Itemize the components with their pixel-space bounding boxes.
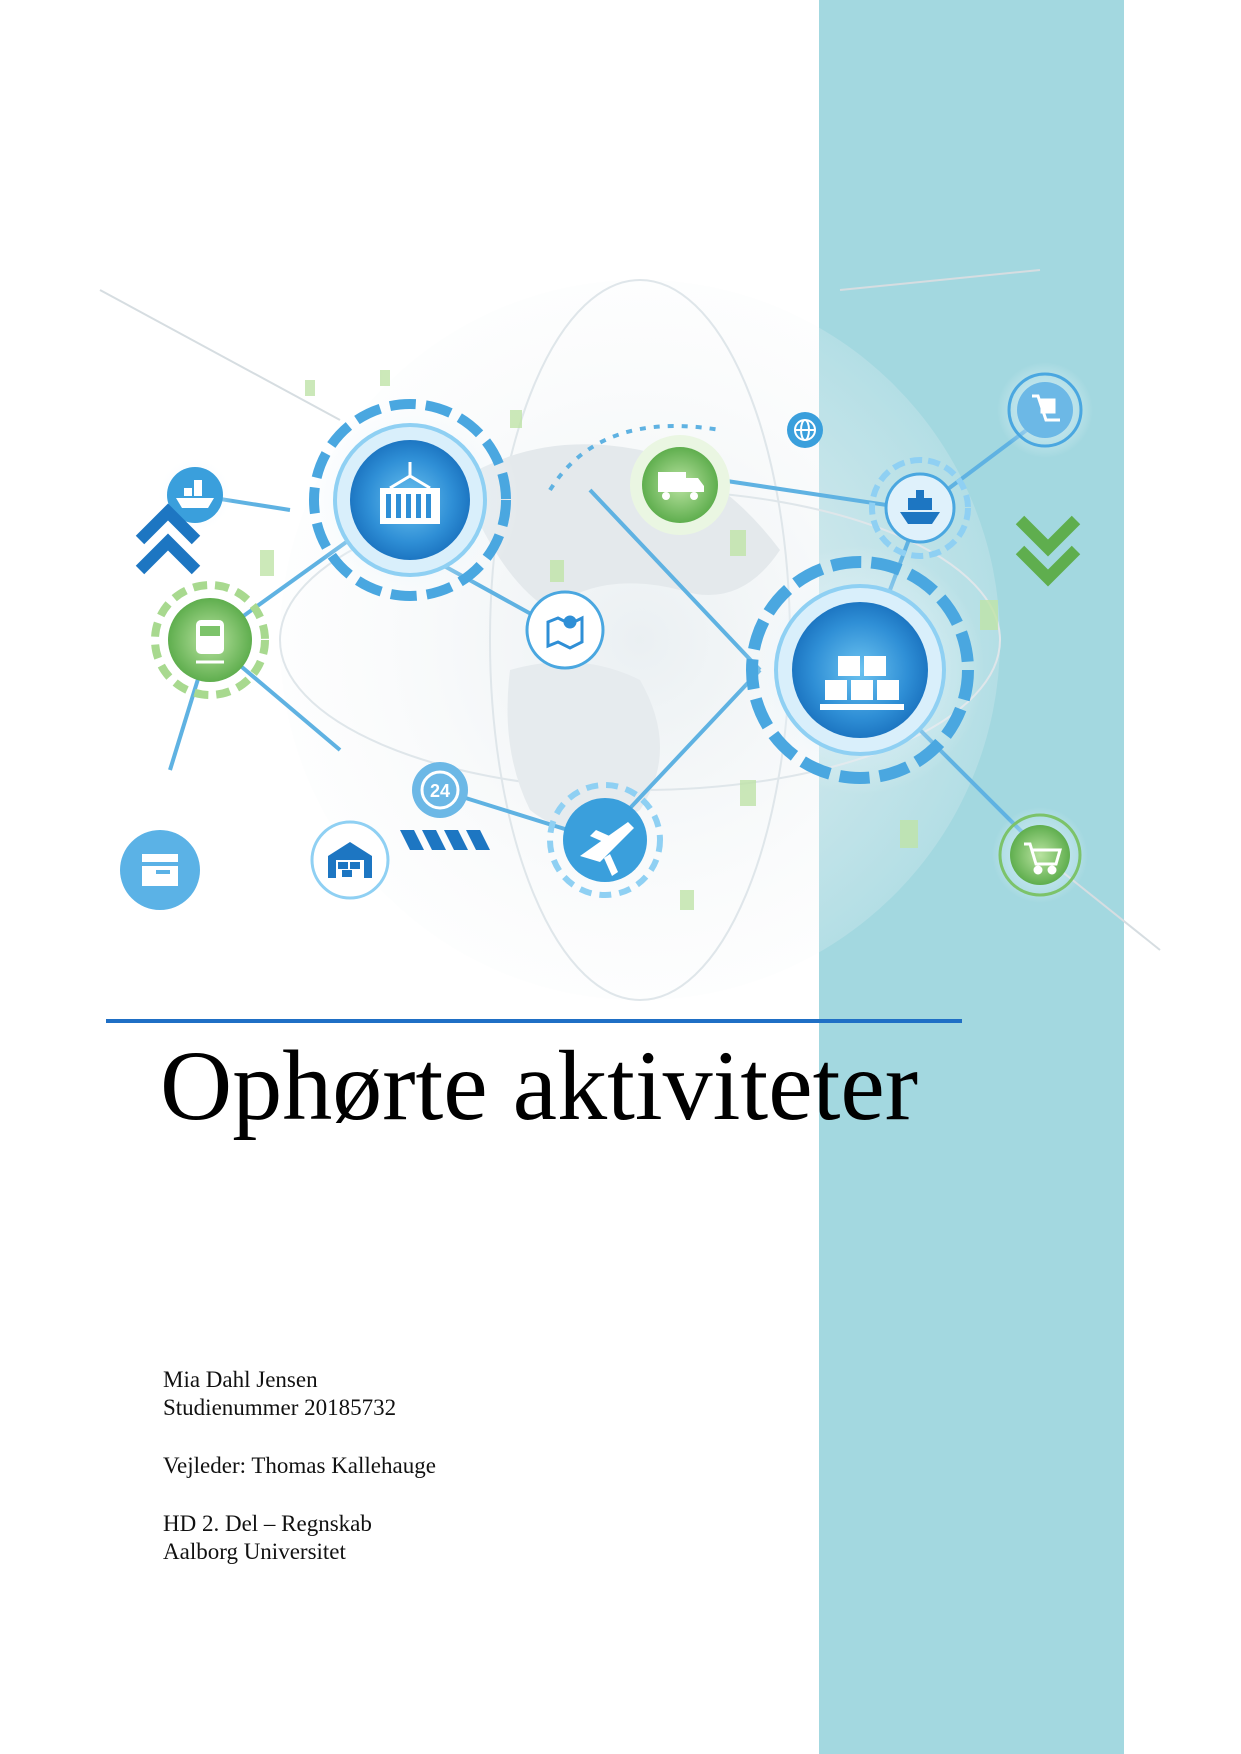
title-rule — [106, 1019, 962, 1023]
warehouse-node — [312, 822, 388, 898]
author-info-block — [163, 1366, 763, 1566]
shopping-cart-node — [992, 807, 1088, 903]
chevron-down-icon — [1020, 520, 1076, 578]
cargo-ship-node — [872, 460, 968, 556]
train-node — [155, 585, 265, 695]
container-hub — [300, 390, 520, 610]
truck-node — [630, 435, 730, 535]
package-node — [120, 830, 200, 910]
pallet-hub — [735, 545, 985, 795]
globe-node — [787, 412, 823, 448]
trolley-node — [997, 362, 1093, 458]
logistics-network-illustration — [80, 250, 1180, 1020]
author-name: Mia Dahl Jensen — [163, 1367, 318, 1392]
clock-24-label: 24 — [429, 781, 451, 801]
student-number: Studienummer 20185732 — [163, 1395, 397, 1420]
container-ship-node — [157, 457, 233, 533]
clock-24-icon — [412, 762, 468, 818]
supervisor: Vejleder: Thomas Kallehauge — [163, 1453, 436, 1478]
university: Aalborg Universitet — [163, 1539, 346, 1564]
map-pin-node — [527, 592, 603, 668]
programme: HD 2. Del – Regnskab — [163, 1511, 372, 1536]
package-icon — [142, 854, 178, 886]
page-title: Ophørte aktiviteter — [160, 1030, 919, 1141]
